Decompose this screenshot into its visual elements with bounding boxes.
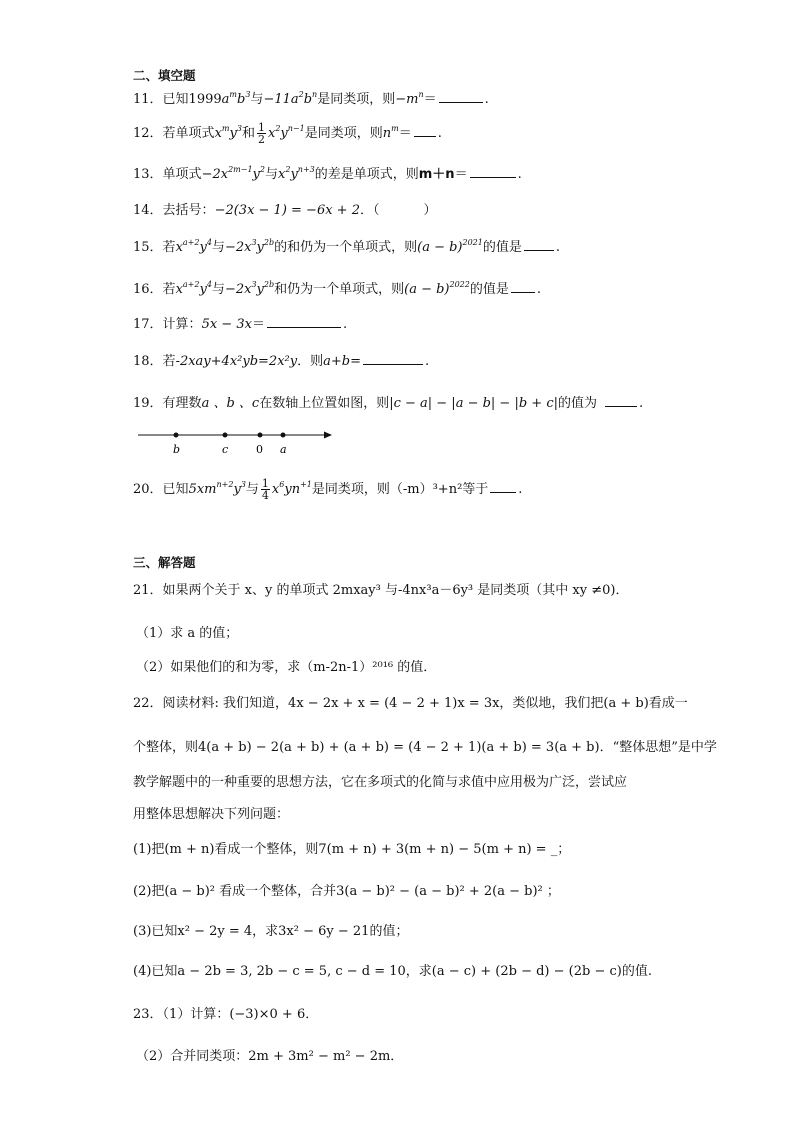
question-number: 11． (133, 92, 163, 107)
section-fill-blank-heading: 二、填空题 (133, 68, 196, 83)
question-21: 21．如果两个关于 x、y 的单项式 2mxay³ 与-4nx³a－6y³ 是同类项（其中 xy ≠0)． (133, 583, 629, 598)
question-22-line-2: 个整体，则4(a + b) − 2(a + b) + (a + b) = (4 − 2 + 1)(a + b) = 3(a + b)．“整体思想”是中学 (133, 740, 717, 755)
question-21-part-2: （2）如果他们的和为零，求（m-2n-1）²⁰¹⁶ 的值． (136, 660, 437, 675)
section-answer-heading: 三、解答题 (133, 555, 196, 570)
arrow-icon (324, 432, 332, 439)
fraction-half: $\frac{1}{2}$ (257, 121, 265, 146)
label-b: b (173, 443, 181, 456)
answer-blank[interactable] (267, 326, 341, 328)
point-0 (258, 433, 263, 438)
answer-blank[interactable] (524, 249, 554, 251)
answer-blank[interactable] (511, 291, 535, 293)
question-14: 14．去括号：−2(3x − 1) = −6x + 2．（ ） (133, 203, 437, 218)
question-22-sub-2: (2)把(a − b)² 看成一个整体，合并3(a − b)² − (a − b)² + 2(a − b)² ； (133, 884, 560, 899)
question-13: 13．单项式$-2x^{2m-1}y^2$与$x^2y^{n+3}$的差是单项式，则m＋n＝ . (133, 165, 522, 182)
question-22-sub-1: (1)把(m + n)看成一个整体，则7(m + n) + 3(m + n) − 5(m + n) = _； (133, 842, 571, 857)
question-18: 18．若-2xay+4x²yb=2x²y．则a+b= . (133, 354, 430, 369)
question-17: 17．计算：5x − 3x＝ . (133, 317, 348, 332)
question-12: 12．若单项式$x^my^3$和 $\frac{1}{2}$ $x^2y^{n-1}$是同类项，则$n^m=$ . (133, 121, 442, 146)
question-20: 20．已知$5xm^{n+2}y^3$与 $\frac{1}{4}$ $x^6yn^{+1}$是同类项，则（-m）³+n²等于 . (133, 477, 523, 502)
question-22-line-4: 用整体思想解决下列问题： (133, 807, 290, 822)
question-15: 15．若$x^{a+2}y^4$与$-2x^3y^{2b}$的和仍为一个单项式，则$(a - b)^{2021}$的值是 . (133, 238, 561, 255)
fraction-quarter: $\frac{1}{4}$ (261, 477, 269, 502)
answer-blank[interactable] (605, 405, 637, 407)
answer-blank[interactable] (490, 491, 516, 493)
answer-blank[interactable] (470, 176, 516, 178)
label-a: a (280, 443, 287, 456)
question-16: 16．若$x^{a+2}y^4$与$-2x^3y^{2b}$和仍为一个单项式，则$(a - b)^{2022}$的值是 . (133, 280, 542, 297)
label-0: 0 (256, 443, 263, 456)
point-c (223, 433, 228, 438)
question-22-line-1: 22．阅读材料: 我们知道，4x − 2x + x = (4 − 2 + 1)x = 3x，类似地，我们把(a + b)看成一 (133, 696, 688, 711)
label-c: c (222, 443, 229, 456)
question-22-line-3: 教学解题中的一种重要的思想方法，它在多项式的化简与求值中应用极为广泛，尝试应 (133, 775, 628, 790)
answer-blank[interactable] (414, 135, 436, 137)
answer-blank[interactable] (439, 101, 483, 103)
number-line (138, 427, 338, 459)
question-22-sub-4: (4)已知a − 2b = 3, 2b − c = 5, c − d = 10，求(a − c) + (2b − d) − (2b − c)的值. (133, 964, 652, 979)
question-11: 11．已知$1999a^mb^3$与$-11a^2b^n$是同类项，则$-m^n=$ . (133, 90, 489, 107)
question-19: 19．有理数a 、b 、c在数轴上位置如图，则|c − a| − |a − b| − |b + c|的值为 . (133, 396, 644, 411)
question-23-part-2: （2）合并同类项：2m + 3m² − m² − 2m． (136, 1049, 404, 1064)
question-21-part-1: （1）求 a 的值； (136, 626, 239, 641)
question-23: 23．（1）计算：(−3)×0 + 6． (133, 1007, 319, 1022)
point-a (281, 433, 286, 438)
answer-blank[interactable] (363, 363, 423, 365)
point-b (174, 433, 179, 438)
question-22-sub-3: (3)已知x² − 2y = 4，求3x² − 6y − 21的值； (133, 924, 409, 939)
